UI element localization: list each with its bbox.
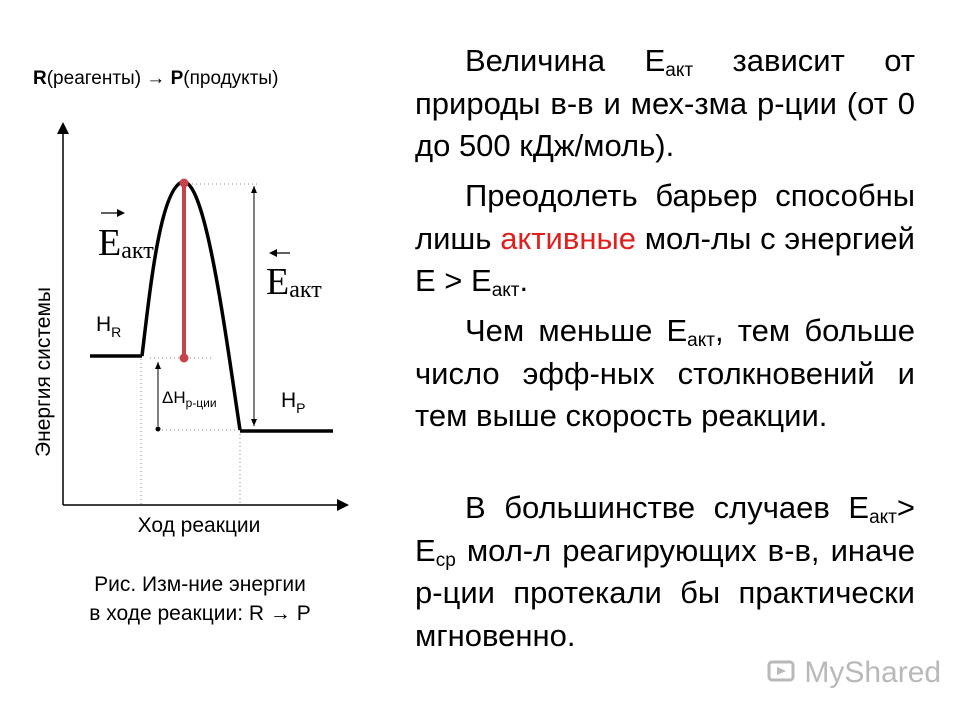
watermark-text: MyShared [804,656,942,689]
svg-text:Eакт: Eакт [98,222,154,264]
watermark-logo [766,656,941,690]
paragraph-active-molecules: Преодолеть барьер способны лишь активные мол-лы с энергией $Е > Е_{акт}$. [415,178,915,301]
delta-h-label: $\Delta H_{р-ции}$ [162,388,217,410]
caption-line-1: Рис. Изм-ние энергии [94,573,306,596]
peak-dot [180,179,189,188]
y-axis-label: Энергия системы [32,287,55,457]
reactant-dot [180,354,189,363]
paragraph-average-energy: В большинстве случаев $Е_{акт}> Е_{ср}$ мол-л реагирующих в-в, иначе р-ции протекали бы практически мгновенно. [415,490,915,653]
energy-curve [142,182,240,430]
svg-text:Eакт: Eакт [266,261,322,303]
hp-label: $H_P$ [281,389,306,416]
hr-label: $H_R$ [96,313,122,340]
ea-forward-label [98,209,154,264]
x-axis-label: Ход реакции [137,514,261,537]
caption-line-2: в ходе реакции: R → P [89,602,311,625]
paragraph-collisions: Чем меньше $Е_{акт}$, тем больше число эфф-ных столкновений и тем выше скорость реакции. [415,313,915,433]
reaction-title: R(реагенты) → P(продукты) [33,68,279,89]
paragraph-activation-range: Величина $Е_{акт}$ зависит от природы в-в и мех-зма р-ции (от 0 до 500 кДж/моль). [415,43,915,163]
highlight-active: активные [500,220,636,256]
watermark-icon [766,657,796,687]
ea-reverse-label [266,249,322,303]
figure-caption [40,570,360,628]
